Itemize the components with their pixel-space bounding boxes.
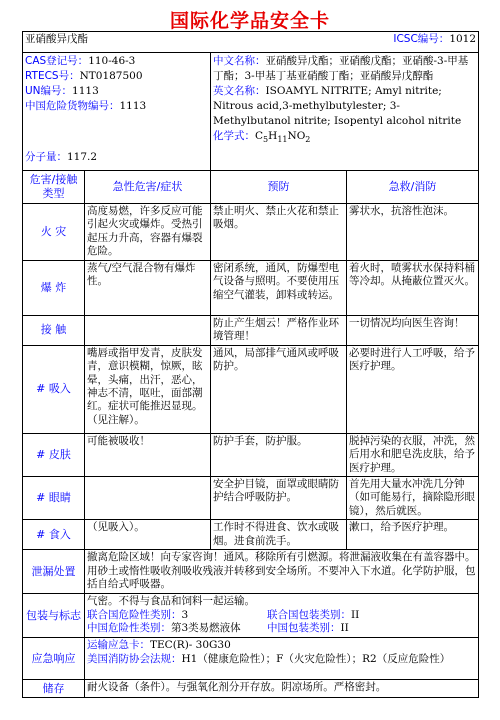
en-name-value: ISOAMYL NITRITE; Amyl nitrite; Nitrous acid,3-methylbutylester; 3-Methylbutanol nitrite; Isopentyl alcohol nitrite: [213, 84, 462, 127]
icsc-label: ICSC编号：: [393, 33, 450, 45]
row-prevent: 防护手套，防护服。: [211, 433, 347, 476]
row-acute: 嘴唇或指甲发青，皮肤发青，意识模糊，惊厥，眩晕，头痛，出汗，恶心，神志不清，呕吐，面部潮红。症状可能推迟显现。（见注解）。: [85, 345, 211, 433]
hazard-header-row: [23, 171, 479, 204]
un-label: UN编号：: [25, 84, 73, 97]
header-type: 危害/接触类型: [23, 171, 85, 204]
row-prevent: 安全护目镜，面罩或眼睛防护结合呼吸防护。: [211, 476, 347, 519]
row-prevent: 通风，局部排气通风或呼吸防护。: [211, 345, 347, 433]
tec-value: TEC(R)- 30G30: [150, 639, 231, 652]
emergency-label: 应急响应: [23, 638, 85, 680]
packaging-row: [23, 594, 479, 638]
storage-label: 储存: [23, 680, 85, 698]
row-acute: [85, 476, 211, 519]
un-class-value: 3: [181, 608, 189, 621]
row-type: 接 触: [23, 315, 85, 345]
card-title: 国际化学品安全卡: [169, 10, 330, 32]
rtecs-value: NT0187500: [79, 69, 143, 82]
molecular-weight-value: 117.2: [67, 150, 98, 163]
identification-row: [23, 53, 479, 171]
cn-class-value: 第3类易燃液体: [171, 622, 241, 634]
row-prevent: 工作时不得进食、饮水或吸烟。进食前洗手。: [211, 520, 347, 550]
un-pack-value: II: [351, 608, 360, 621]
row-firstaid: 首先用大量水冲洗几分钟（如可能易行，摘除隐形眼镜），然后就医。: [347, 476, 479, 519]
hazard-row-ingestion: [23, 520, 479, 550]
molecular-weight-label: 分子量：: [25, 150, 67, 163]
name-row: [23, 32, 479, 53]
cn-hazard-value: 1113: [119, 99, 147, 112]
hazard-row-skin: [23, 433, 479, 476]
row-type: # 皮肤: [23, 433, 85, 476]
chemical-name: 亚硝酸异戊酯: [25, 33, 88, 45]
row-type: 爆 炸: [23, 260, 85, 315]
tec-label: 运输应急卡：: [87, 639, 150, 652]
leak-label: 泄漏处置: [23, 550, 85, 594]
row-prevent: 防止产生烟云！严格作业环境管理！: [211, 315, 347, 345]
formula-label: 化学式：: [213, 129, 255, 142]
row-acute: 蒸气/空气混合物有爆炸性。: [85, 260, 211, 315]
row-type: # 吸入: [23, 345, 85, 433]
cn-name-label: 中文名称：: [213, 55, 266, 67]
row-firstaid: 必要时进行人工呼吸，给予医疗护理。: [347, 345, 479, 433]
row-type: 火 灾: [23, 204, 85, 261]
chemical-formula: 化学式：$C_5H_{11}NO_2$: [213, 129, 311, 144]
packaging-label: 包装与标志: [23, 594, 85, 638]
en-name-label: 英文名称：: [213, 84, 266, 97]
hazard-row-contact: [23, 315, 479, 345]
row-acute: （见吸入）。: [85, 520, 211, 550]
row-acute: [85, 315, 211, 345]
row-prevent: 禁止明火、禁止火花和禁止吸烟。: [211, 204, 347, 261]
row-prevent: 密闭系统，通风，防爆型电气设备与照明。不要使用压缩空气灌装，卸料或转运。: [211, 260, 347, 315]
header-prevent: 预防: [211, 171, 347, 204]
row-firstaid: 脱掉污染的衣服，冲洗，然后用水和肥皂洗皮肤，给予医疗护理。: [347, 433, 479, 476]
icsc-value: 1012: [449, 33, 477, 45]
un-value: 1113: [72, 84, 99, 97]
storage-text: 耐火设备（条件）。与强氧化剂分开存放。阴凉场所。严格密封。: [85, 680, 479, 698]
header-acute: 急性危害/症状: [85, 171, 211, 204]
row-type: # 眼睛: [23, 476, 85, 519]
nfpa-label: 美国消防协会法规：: [87, 652, 182, 665]
emergency-row: [23, 638, 479, 680]
row-acute: 高度易燃，许多反应可能引起火灾或爆炸。受热引起压力升高，容器有爆裂危险。: [85, 204, 211, 261]
hazard-row-explosion: [23, 260, 479, 315]
storage-row: [23, 680, 479, 698]
un-class-label: 联合国危险性类别：: [87, 608, 182, 621]
row-acute: 可能被吸收！: [85, 433, 211, 476]
cn-class-label: 中国危险性类别：: [87, 622, 171, 634]
hazard-row-eyes: [23, 476, 479, 519]
safety-card-table: [22, 31, 479, 698]
row-firstaid: 着火时，喷雾状水保持料桶等冷却。从掩蔽位置灭火。: [347, 260, 479, 315]
cn-hazard-label: 中国危险货物编号：: [25, 99, 120, 112]
hazard-row-fire: [23, 204, 479, 261]
cn-pack-value: II: [340, 622, 349, 634]
leak-text: 撤离危险区域！向专家咨询！通风。移除所有引燃源。将泄漏液收集在有盖容器中。用砂土或惰性吸收剂吸收残液并转移到安全场所。不要冲入下水道。化学防护服，包括自给式呼吸器。: [85, 550, 479, 594]
row-firstaid: 雾状水，抗溶性泡沫。: [347, 204, 479, 261]
leak-row: [23, 550, 479, 594]
rtecs-label: RTECS号：: [25, 69, 80, 82]
nfpa-value: H1（健康危险性）；F（火灾危险性）；R2（反应危险性）: [181, 652, 451, 665]
header-firstaid: 急救/消防: [347, 171, 479, 204]
row-firstaid: 一切情况均向医生咨询！: [347, 315, 479, 345]
un-pack-label: 联合国包装类别：: [267, 608, 351, 621]
hazard-row-inhalation: [23, 345, 479, 433]
cas-value: 110-46-3: [88, 55, 136, 67]
row-firstaid: 漱口，给予医疗护理。: [347, 520, 479, 550]
cn-pack-label: 中国包装类别：: [267, 622, 341, 634]
cas-label: CAS登记号：: [25, 55, 89, 67]
row-type: # 食入: [23, 520, 85, 550]
cn-name-value: 亚硝酸异戊酯；亚硝酸戊酯；亚硝酸-3-甲基丁酯；3-甲基丁基亚硝酸丁酯；亚硝酸异戊醇酯: [213, 55, 469, 82]
packaging-line: 气密。不得与食品和饲料一起运输。: [87, 595, 255, 608]
